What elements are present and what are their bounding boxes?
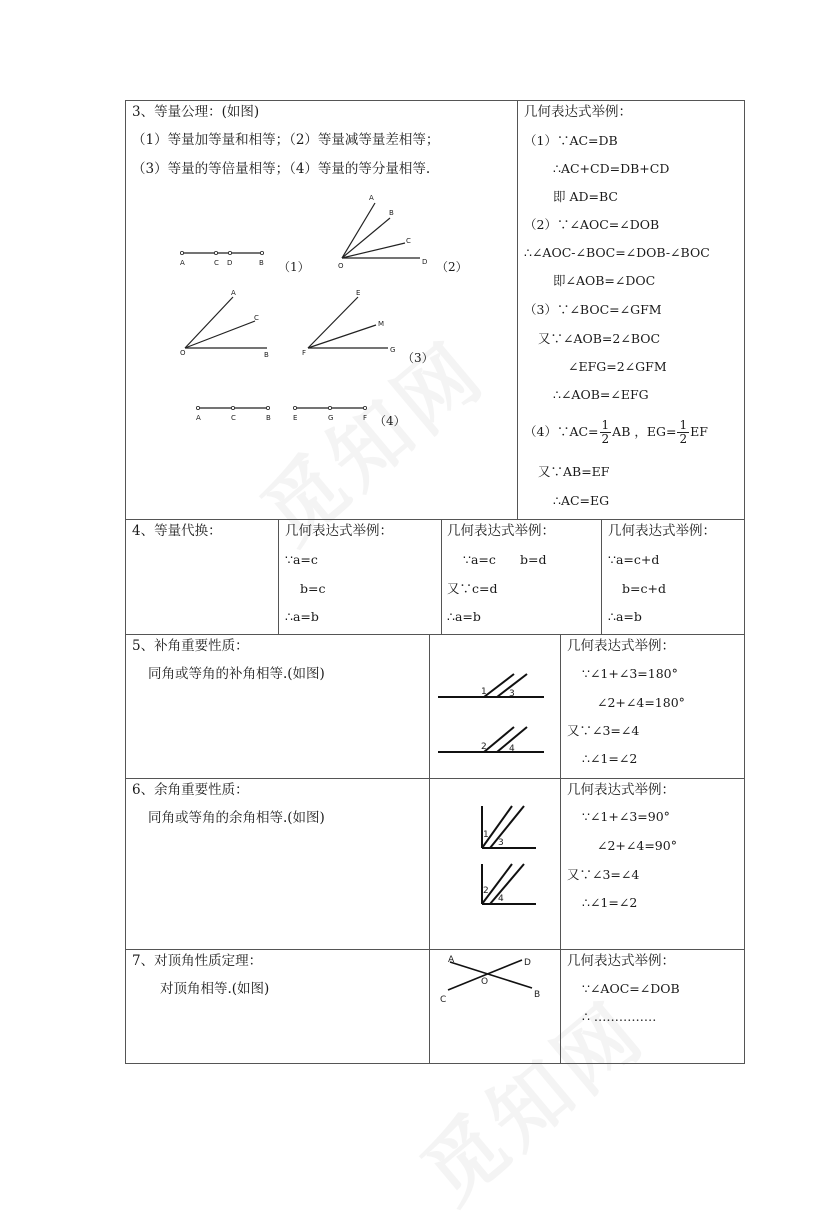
s3-ex-l13: ∴AC=EG xyxy=(553,493,610,508)
fig3-right-angle xyxy=(298,285,408,360)
fig3-label-o: O xyxy=(180,349,186,357)
s3-line2: （3）等量的等倍量相等；（4）等量的等分量相等. xyxy=(132,161,431,177)
fig1-label-a: A xyxy=(180,259,185,267)
s6-label-4: 4 xyxy=(498,894,504,904)
s4-c2-l2: 又∵c=d xyxy=(447,581,498,596)
s7-label-b: B xyxy=(534,990,541,1000)
fig2-label-o: O xyxy=(338,262,344,270)
s5-label-3: 3 xyxy=(509,689,515,699)
s7-ex-l2: ∴ …………… xyxy=(582,1009,657,1024)
s7-label-o: O xyxy=(481,977,489,987)
fig2-label-d: D xyxy=(422,258,428,266)
s5-title: 5、补角重要性质： xyxy=(132,638,249,654)
s7-desc: 对顶角相等.(如图) xyxy=(160,981,270,997)
fig3-label-c: C xyxy=(254,314,259,322)
s3-ex-l11-c: EF xyxy=(690,424,708,439)
fig3-label-g: G xyxy=(390,346,396,354)
fig3-caption: （3） xyxy=(402,351,434,365)
fig2-label-c: C xyxy=(406,237,411,245)
fig4-label-f: F xyxy=(363,414,368,422)
s3-ex-l11-b: AB ，EG= xyxy=(612,424,677,439)
s5-ex-l2: ∠2+∠4=180° xyxy=(597,695,685,710)
s4-c1-l3: ∴a=b xyxy=(285,609,319,624)
s3-ex-l12: 又∵AB=EF xyxy=(538,464,610,479)
s7-ex-head: 几何表达式举例： xyxy=(567,953,675,969)
fig2-angle-diagram xyxy=(330,188,440,273)
fig1-label-b: B xyxy=(259,259,264,267)
s6-title: 6、余角重要性质： xyxy=(132,782,249,798)
s6-ex-l3: 又∵∠3=∠4 xyxy=(567,867,640,882)
s6-ex-l4: ∴∠1=∠2 xyxy=(582,895,638,910)
complementary-angle-diagram xyxy=(476,804,546,908)
s6-label-1: 1 xyxy=(483,830,489,840)
s4-c2-l3: ∴a=b xyxy=(447,609,481,624)
s7-label-c: C xyxy=(440,995,447,1005)
s4-c2-l1b: b=d xyxy=(520,552,547,567)
s6-ex-l2: ∠2+∠4=90° xyxy=(597,838,677,853)
s5-label-1: 1 xyxy=(481,687,487,697)
s7-label-a: A xyxy=(448,955,455,965)
s4-c1-head: 几何表达式举例： xyxy=(285,523,393,539)
s3-ex-l2: ∴AC+CD=DB+CD xyxy=(553,161,670,176)
fig4-label-c: C xyxy=(231,414,236,422)
s5-ex-l3: 又∵∠3=∠4 xyxy=(567,723,640,738)
s4-c2-l1: ∵a=c xyxy=(463,552,496,567)
s6-desc: 同角或等角的余角相等.(如图) xyxy=(148,810,325,826)
fig3-label-a: A xyxy=(231,289,236,297)
fig4-label-g: G xyxy=(328,414,334,422)
s4-title: 4、等量代换： xyxy=(132,523,222,539)
fig1-label-d: D xyxy=(227,259,233,267)
supplementary-angle-diagram xyxy=(436,676,546,762)
s3-ex-l5: ∴∠AOC-∠BOC=∠DOB-∠BOC xyxy=(524,245,710,260)
s5-desc: 同角或等角的补角相等.(如图) xyxy=(148,666,325,682)
s6-ex-l1: ∵∠1+∠3=90° xyxy=(582,809,670,824)
s5-ex-l1: ∵∠1+∠3=180° xyxy=(582,666,678,681)
fig3-label-f: F xyxy=(302,349,307,357)
s7-label-d: D xyxy=(524,958,531,968)
s3-ex-l11-a: （4）∵AC= xyxy=(524,424,599,439)
s5-ex-l4: ∴∠1=∠2 xyxy=(582,751,638,766)
fig3-label-m: M xyxy=(378,320,385,328)
s3-ex-l11 xyxy=(524,414,708,450)
s3-ex-l10: ∴∠AOB=∠EFG xyxy=(553,387,649,402)
s4-c3-head: 几何表达式举例： xyxy=(608,523,716,539)
fig2-caption: （2） xyxy=(436,260,468,274)
fig1-caption: （1） xyxy=(278,260,310,274)
fig4-segment-diagram xyxy=(190,400,380,428)
s4-c2-head: 几何表达式举例： xyxy=(447,523,555,539)
fig1-label-c: C xyxy=(214,259,219,267)
s6-label-2: 2 xyxy=(483,886,489,896)
s3-ex-l3: 即 AD=BC xyxy=(553,189,618,204)
s6-ex-head: 几何表达式举例： xyxy=(567,782,675,798)
s3-ex-l8: 又∵∠AOB=2∠BOC xyxy=(538,331,661,346)
s4-c1-l2: b=c xyxy=(300,581,326,596)
s3-ex-l6: 即∠AOB=∠DOC xyxy=(553,273,656,288)
s3-ex-head: 几何表达式举例： xyxy=(524,104,632,120)
fig3-label-e: E xyxy=(356,289,361,297)
fig4-label-a: A xyxy=(196,414,201,422)
s5-ex-head: 几何表达式举例： xyxy=(567,638,675,654)
fig4-caption: （4） xyxy=(374,414,406,428)
s3-title: 3、等量公理：(如图) xyxy=(132,104,260,120)
fraction-half-2: $\frac{1}{2}$ xyxy=(679,418,688,446)
s4-c3-l3: ∴a=b xyxy=(608,609,642,624)
s3-ex-l4: （2）∵∠AOC=∠DOB xyxy=(524,217,660,232)
s5-label-2: 2 xyxy=(481,742,487,752)
s3-ex-l7: （3）∵∠BOC=∠GFM xyxy=(524,302,662,317)
fig3-label-b: B xyxy=(264,351,269,359)
s5-label-4: 4 xyxy=(509,744,515,754)
fig4-label-b: B xyxy=(266,414,271,422)
s3-ex-l9: ∠EFG=2∠GFM xyxy=(568,359,667,374)
s4-c3-l1: ∵a=c+d xyxy=(608,552,660,567)
s4-c3-l2: b=c+d xyxy=(622,581,666,596)
s4-c1-l1: ∵a=c xyxy=(285,552,318,567)
fig2-label-a: A xyxy=(369,194,374,202)
fig3-left-angle xyxy=(175,285,275,360)
fig2-label-b: B xyxy=(389,209,394,217)
s3-ex-l1: （1）∵AC=DB xyxy=(524,133,618,148)
fig4-label-e: E xyxy=(293,414,298,422)
s3-line1: （1）等量加等量和相等；（2）等量减等量差相等； xyxy=(132,132,440,148)
s7-title: 7、对顶角性质定理： xyxy=(132,953,263,969)
s6-label-3: 3 xyxy=(498,838,504,848)
vertical-angle-diagram xyxy=(436,950,551,1008)
fraction-half-1: $\frac{1}{2}$ xyxy=(601,418,610,446)
s7-ex-l1: ∵∠AOC=∠DOB xyxy=(582,981,680,996)
